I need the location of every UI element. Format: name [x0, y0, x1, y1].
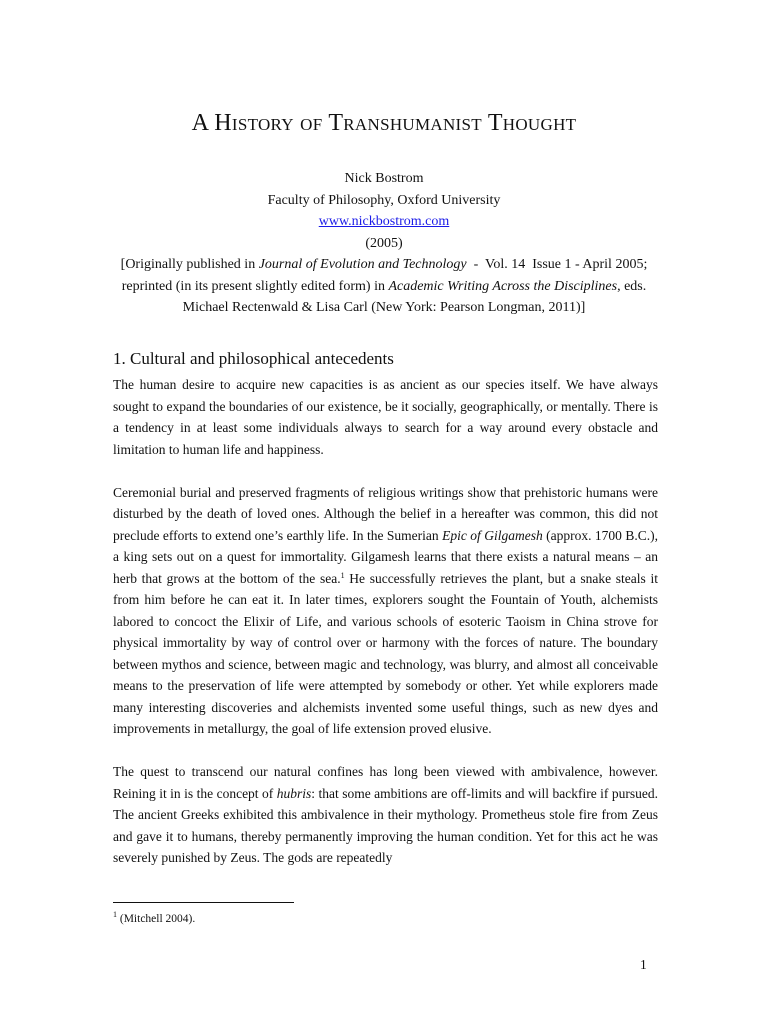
footnote-reference: 1 [340, 570, 345, 580]
publication-note-line2: reprinted (in its present slightly edited form) in Academic Writing Across the Disciplines, eds. [121, 278, 647, 294]
document-title: A History of Transhumanist Thought [191, 110, 577, 136]
author-name: Nick Bostrom [344, 171, 424, 186]
paragraph-3: The quest to transcend our natural confines has long been viewed with ambivalence, however. Reining it in is the concept of hubris: that some ambitions are off-limits and will backfire if pursued. The ancient Greeks exhibited this ambivalence in their mythology. Prometheus stole fire from Zeus and gave it to humans, thereby permanently improving the human condition. Yet for this act he was severely punished by Zeus. The gods are repeatedly [113, 764, 658, 865]
page-number: 1 [640, 957, 647, 972]
paragraph-1: The human desire to acquire new capacities is as ancient as our species itself. We have always sought to expand the boundaries of our existence, be it socially, geographically, or mentally. There is a tendency in at least some individuals always to search for a way around every obstacle and limitation to human life and happiness. [113, 377, 658, 457]
section-heading: 1. Cultural and philosophical antecedents [113, 349, 394, 368]
website-link[interactable]: www.nickbostrom.com [318, 214, 450, 229]
body-text [113, 374, 658, 890]
footnote-separator [113, 902, 294, 903]
publication-year: (2005) [365, 235, 403, 251]
publication-note-line1: [Originally published in Journal of Evolution and Technology - Vol. 14 Issue 1 - April 2005; [120, 257, 648, 272]
paragraph-2: Ceremonial burial and preserved fragments of religious writings show that prehistoric humans were disturbed by the death of loved ones. Although the belief in a hereafter was common, this did not preclude efforts to extend one’s earthly life. In the Sumerian Epic of Gilgamesh (approx. 1700 B.C.), a king sets out on a quest for immortality. Gilgamesh learns that there exists a natural means – an herb that grows at the bottom of the sea.$^1$ He successfully retrieves the plant, but a snake steals it from him before he can eat it. In later times, explorers sought the Fountain of Youth, alchemists labored to concoct the Elixir of Life, and various schools of esoteric Taoism in China strove for physical immortality by way of control over or harmony with the forces of nature. The boundary between mythos and science, between magic and technology, was blurry, and almost all conceivable means to the preservation of life were attempted by somebody or other. Yet while explorers made many interesting discoveries and alchemists invented some useful things, such as new dyes and improvements in metallurgy, the goal of life extension proved elusive. [113, 484, 658, 736]
footnote: $^1$ (Mitchell 2004). [113, 910, 196, 925]
hubris-term: hubris [276, 785, 312, 801]
author-affiliation: Faculty of Philosophy, Oxford University [267, 192, 501, 208]
epic-title: Epic of Gilgamesh [442, 527, 543, 543]
book-title: Academic Writing Across the Disciplines [388, 278, 618, 294]
journal-title: Journal of Evolution and Technology [258, 257, 467, 272]
title-block [0, 168, 768, 319]
publication-note-line3: Michael Rectenwald & Lisa Carl (New York: Pearson Longman, 2011)] [182, 300, 586, 315]
